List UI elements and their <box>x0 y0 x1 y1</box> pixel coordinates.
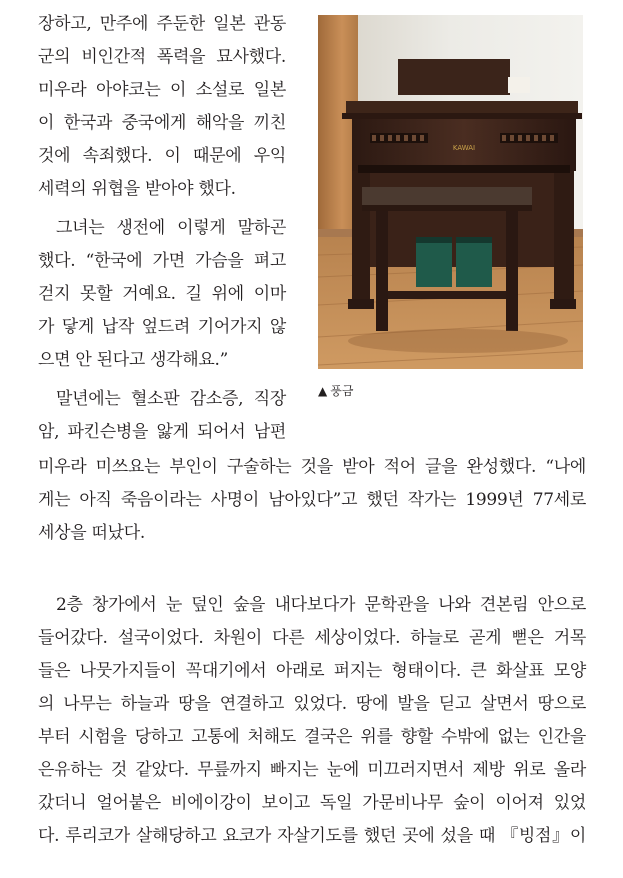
body-text-line: 2층 창가에서 눈 덮인 숲을 내다보다가 문학관을 나와 견본림 안으로 <box>56 595 586 615</box>
body-text-line: 들은 나뭇가지들이 꼭대기에서 아래로 퍼지는 형태이다. 큰 화살표 모양 <box>38 661 586 681</box>
body-text-line: 들어갔다. 설국이었다. 차원이 다른 세상이었다. 하늘로 곧게 뻗은 거목 <box>38 628 586 648</box>
body-text-line: 으면 안 된다고 생각해요.” <box>38 350 229 370</box>
body-text-line: 했다. “한국에 가면 가슴을 펴고 <box>38 251 286 271</box>
body-text-line: 세력의 위협을 받아야 했다. <box>38 179 236 199</box>
body-text-line: 장하고, 만주에 주둔한 일본 관동 <box>38 14 286 34</box>
organ-photo <box>318 15 583 369</box>
body-text-line: 게는 아직 죽음이라는 사명이 남아있다”고 했던 작가는 1999년 77세로 <box>38 490 586 510</box>
body-text-line: 것에 속죄했다. 이 때문에 우익 <box>38 146 286 166</box>
body-text-line: 가 닿게 납작 엎드려 기어가지 않 <box>38 317 286 337</box>
body-text-line: 걷지 못할 거예요. 길 위에 이마 <box>38 284 286 304</box>
body-text-line: 암, 파킨슨병을 앓게 되어서 남편 <box>38 422 286 442</box>
body-text-line: 미우라 미쓰요는 부인이 구술하는 것을 받아 적어 글을 완성했다. “나에 <box>38 457 586 477</box>
body-text-line: 의 나무는 하늘과 땅을 연결하고 있었다. 땅에 발을 딛고 살면서 땅으로 <box>38 694 586 714</box>
body-text-line: 은유하는 것 같았다. 무릎까지 빠지는 눈에 미끄러지면서 제방 위로 올라 <box>38 760 586 780</box>
kawai-logo-icon: KAWAI <box>452 144 476 152</box>
body-text-line: 부터 시험을 당하고 고통에 처해도 결국은 위를 향할 수밖에 없는 인간을 <box>38 727 586 747</box>
body-text-line: 갔더니 얼어붙은 비에이강이 보이고 독일 가문비나무 숲이 이어져 있었 <box>38 793 586 813</box>
photo-caption <box>318 382 353 399</box>
body-text-line: 이 한국과 중국에게 해악을 끼친 <box>38 113 286 133</box>
triangle-up-icon: ▲ <box>318 384 328 398</box>
body-text-line: 세상을 떠났다. <box>38 523 145 543</box>
caption-text: 풍금 <box>330 384 354 398</box>
body-text-line: 말년에는 혈소판 감소증, 직장 <box>56 389 286 409</box>
body-text-line: 다. 루리코가 살해당하고 요코가 자살기도를 했던 곳에 섰을 때 『빙점』이 <box>38 826 586 846</box>
body-text-line: 그녀는 생전에 이렇게 말하곤 <box>56 218 286 238</box>
body-text-line: 미우라 아야코는 이 소설로 일본 <box>38 80 286 100</box>
body-text-line: 군의 비인간적 폭력을 묘사했다. <box>38 47 286 67</box>
